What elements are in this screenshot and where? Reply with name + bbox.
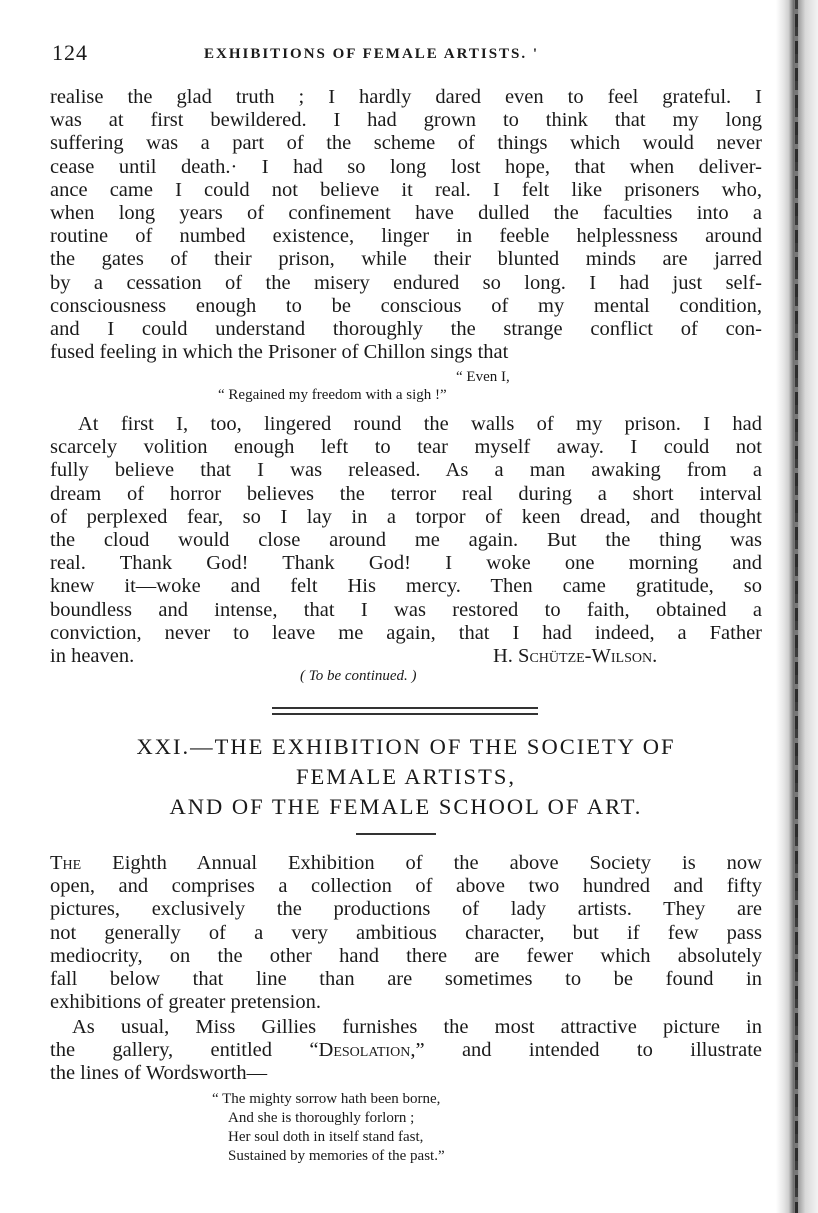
poem-line-2: And she is thoroughly forlorn ; <box>228 1110 415 1126</box>
section-heading-line-2: FEMALE ARTISTS, <box>296 764 516 789</box>
author-signature <box>493 645 657 668</box>
first-line-text: Eighth Annual Exhibition of the above Society is now <box>81 852 762 874</box>
paragraph-1 <box>50 86 762 364</box>
text-line: open, and comprises a collection of above two hundred and fifty <box>50 875 762 898</box>
text-line: the lines of Wordsworth— <box>50 1062 268 1085</box>
section-divider-top <box>272 707 538 709</box>
text-line: conviction, never to leave me again, that I had indeed, a Father <box>50 621 762 644</box>
text-line: of perplexed fear, so I lay in a torpor of keen dread, and thought <box>50 505 762 528</box>
page-number: 124 <box>52 40 88 65</box>
closing-text: in heaven. <box>50 645 135 667</box>
text-line: realise the glad truth ; I hardly dared even to feel grateful. I <box>50 86 762 108</box>
text-line <box>50 852 762 875</box>
text-line: fused feeling in which the Prisoner of Chillon sings that <box>50 341 509 364</box>
text-line: the cloud would close around me again. But the thing was <box>50 529 762 552</box>
text-line: fall below that line than are sometimes to be found in <box>50 968 762 991</box>
section-heading-line-1: XXI.—THE EXHIBITION OF THE SOCIETY OF <box>136 734 676 759</box>
section-divider-bottom <box>272 713 538 715</box>
scan-binding-shadow <box>795 0 798 1213</box>
text-line: not generally of a very ambitious character, but if few pass <box>50 921 762 944</box>
poem-line-4: Sustained by memories of the past.” <box>228 1148 445 1164</box>
line-end: ,” and intended to illustrate <box>410 1039 762 1062</box>
text-line: routine of numbed existence, linger in feeble helplessness around <box>50 225 762 248</box>
text-line: fully believe that I was released. As a man awaking from a <box>50 459 762 482</box>
artwork-title: Desolation <box>318 1039 411 1062</box>
text-line: boundless and intense, that I was restored to faith, obtained a <box>50 598 762 621</box>
text-line: ance came I could not believe it real. I felt like prisoners who, <box>50 178 762 201</box>
paragraph-4 <box>50 1016 762 1086</box>
text-line: by a cessation of the misery endured so long. I had just self- <box>50 271 762 294</box>
text-line: At first I, too, lingered round the walls of my prison. I had <box>78 413 762 435</box>
text-line: pictures, exclusively the productions of lady artists. They are <box>50 898 762 921</box>
heading-underline <box>356 833 436 835</box>
text-line: dream of horror believes the terror real during a short interval <box>50 482 762 505</box>
poem-line-1: “ The mighty sorrow hath been borne, <box>212 1091 441 1107</box>
text-line: cease until death.· I had so long lost hope, that when deliver- <box>50 155 762 178</box>
text-line: and I could understand thoroughly the strange conflict of con- <box>50 318 762 341</box>
text-line: real. Thank God! Thank God! I woke one morning and <box>50 552 762 575</box>
text-line: exhibitions of greater pretension. <box>50 991 321 1014</box>
signature-name: chütze-Wilson. <box>529 645 658 667</box>
text-line: knew it—woke and felt His mercy. Then came gratitude, so <box>50 575 762 598</box>
text-line: when long years of confinement have dulled the faculties into a <box>50 202 762 225</box>
text-line: suffering was a part of the scheme of things which would never <box>50 132 762 155</box>
paragraph-2 <box>50 413 762 645</box>
text-line: consciousness enough to be conscious of my mental condition, <box>50 294 762 317</box>
paragraph-3 <box>50 852 762 1014</box>
section-heading-line-3: AND OF THE FEMALE SCHOOL OF ART. <box>169 794 643 819</box>
text-line: was at first bewildered. I had grown to think that my long <box>50 109 762 132</box>
poem-line-3: Her soul doth in itself stand fast, <box>228 1129 424 1145</box>
line-start: the gallery, entitled “ <box>50 1039 319 1062</box>
closing-line <box>50 645 762 668</box>
lead-word: The <box>50 852 82 874</box>
text-line: the gates of their prison, while their blunted minds are jarred <box>50 248 762 271</box>
quote-line-1: “ Even I, <box>456 369 510 385</box>
text-line: mediocrity, on the other hand there are fewer which absolutely <box>50 944 762 967</box>
text-line: scarcely volition enough left to tear myself away. I could not <box>50 436 762 459</box>
quote-line-2: “ Regained my freedom with a sigh !” <box>218 387 447 403</box>
text-line: As usual, Miss Gillies furnishes the most attractive picture in <box>72 1016 762 1038</box>
to-be-continued-note: ( To be continued. ) <box>300 668 417 684</box>
signature-initial: H. S <box>493 645 530 667</box>
text-line <box>50 1039 762 1062</box>
running-title: EXHIBITIONS OF FEMALE ARTISTS. ' <box>204 46 540 62</box>
